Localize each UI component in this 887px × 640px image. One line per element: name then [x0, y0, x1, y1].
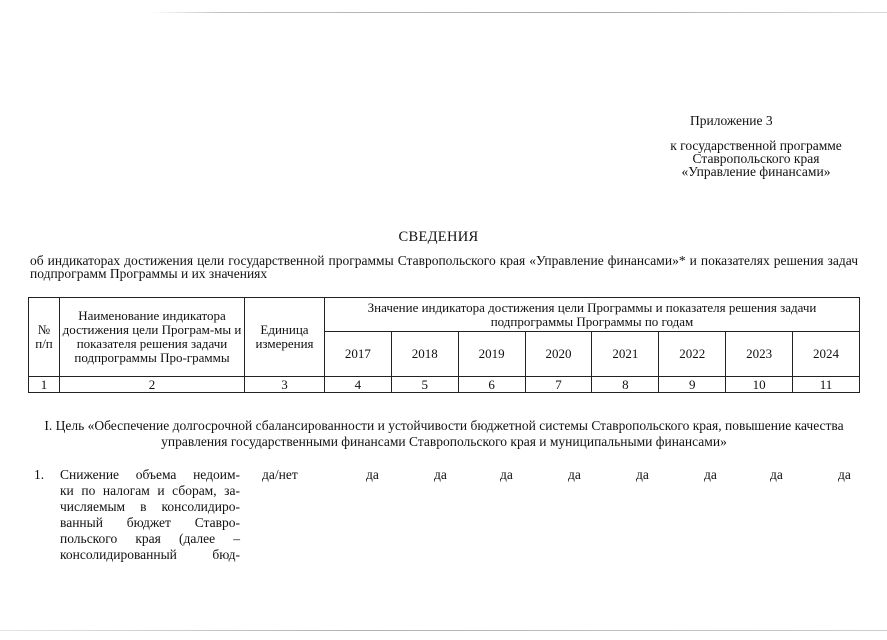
row-indicator-name	[60, 467, 240, 563]
row-value: да	[704, 467, 717, 482]
column-number: 8	[592, 377, 659, 393]
header-year: 2020	[525, 332, 592, 377]
row-value: да	[366, 467, 379, 482]
scan-edge-top	[150, 12, 887, 13]
header-year: 2017	[325, 332, 392, 377]
header-name: Наименование индикатора достижения цели Програм-мы и показателя решения задачи подпрограммы Про-граммы	[60, 298, 245, 377]
column-number: 5	[391, 377, 458, 393]
row-name-line: ки по налогам и сборам, за-	[60, 483, 240, 498]
appendix-line-2: Ставропольского края	[692, 151, 820, 166]
scan-edge-bottom	[0, 630, 887, 631]
row-name-line: Снижение объема недоим-	[60, 467, 240, 482]
column-number: 11	[793, 377, 860, 393]
row-value: да	[500, 467, 513, 482]
row-value: да	[434, 467, 447, 482]
header-year: 2019	[458, 332, 525, 377]
row-number: 1.	[34, 467, 45, 482]
section-goal-title: I. Цель «Обеспечение долгосрочной сбалансированности и устойчивости бюджетной системы Ставропольского края, повышение качества управления государственными финансами Ставропольского края и муниципальными финансами»	[44, 418, 844, 449]
row-value: да	[838, 467, 851, 482]
header-year: 2018	[391, 332, 458, 377]
row-value: да	[568, 467, 581, 482]
row-name-line: консолидированный бюд-	[60, 547, 240, 562]
header-num: № п/п	[29, 298, 60, 377]
column-number: 10	[726, 377, 793, 393]
appendix-title: Приложение 3	[690, 113, 773, 128]
row-name-line: ванный бюджет Ставро-	[60, 515, 240, 530]
header-year: 2024	[793, 332, 860, 377]
document-subtitle: об индикаторах достижения цели государственной программы Ставропольского края «Управление финансами»* и показателях решения задач подпрограмм Программы и их значениях	[30, 253, 858, 281]
document-title: СВЕДЕНИЯ	[398, 229, 479, 245]
row-unit: да/нет	[262, 467, 298, 482]
column-number: 6	[458, 377, 525, 393]
column-number: 9	[659, 377, 726, 393]
header-unit: Единица измерения	[245, 298, 325, 377]
header-year: 2023	[726, 332, 793, 377]
indicators-table	[28, 297, 860, 393]
header-year: 2022	[659, 332, 726, 377]
header-year: 2021	[592, 332, 659, 377]
row-name-line: числяемым в консолидиро-	[60, 499, 240, 514]
header-values-group: Значение индикатора достижения цели Программы и показателя решения задачи подпрограммы Программы по годам	[325, 298, 860, 332]
row-value: да	[636, 467, 649, 482]
column-number: 3	[245, 377, 325, 393]
appendix-line-1: к государственной программе	[670, 138, 842, 153]
column-number: 1	[29, 377, 60, 393]
row-value: да	[770, 467, 783, 482]
appendix-line-3: «Управление финансами»	[681, 164, 831, 179]
column-number: 7	[525, 377, 592, 393]
column-number: 4	[325, 377, 392, 393]
row-name-line: польского края (далее –	[60, 531, 240, 546]
column-number: 2	[60, 377, 245, 393]
